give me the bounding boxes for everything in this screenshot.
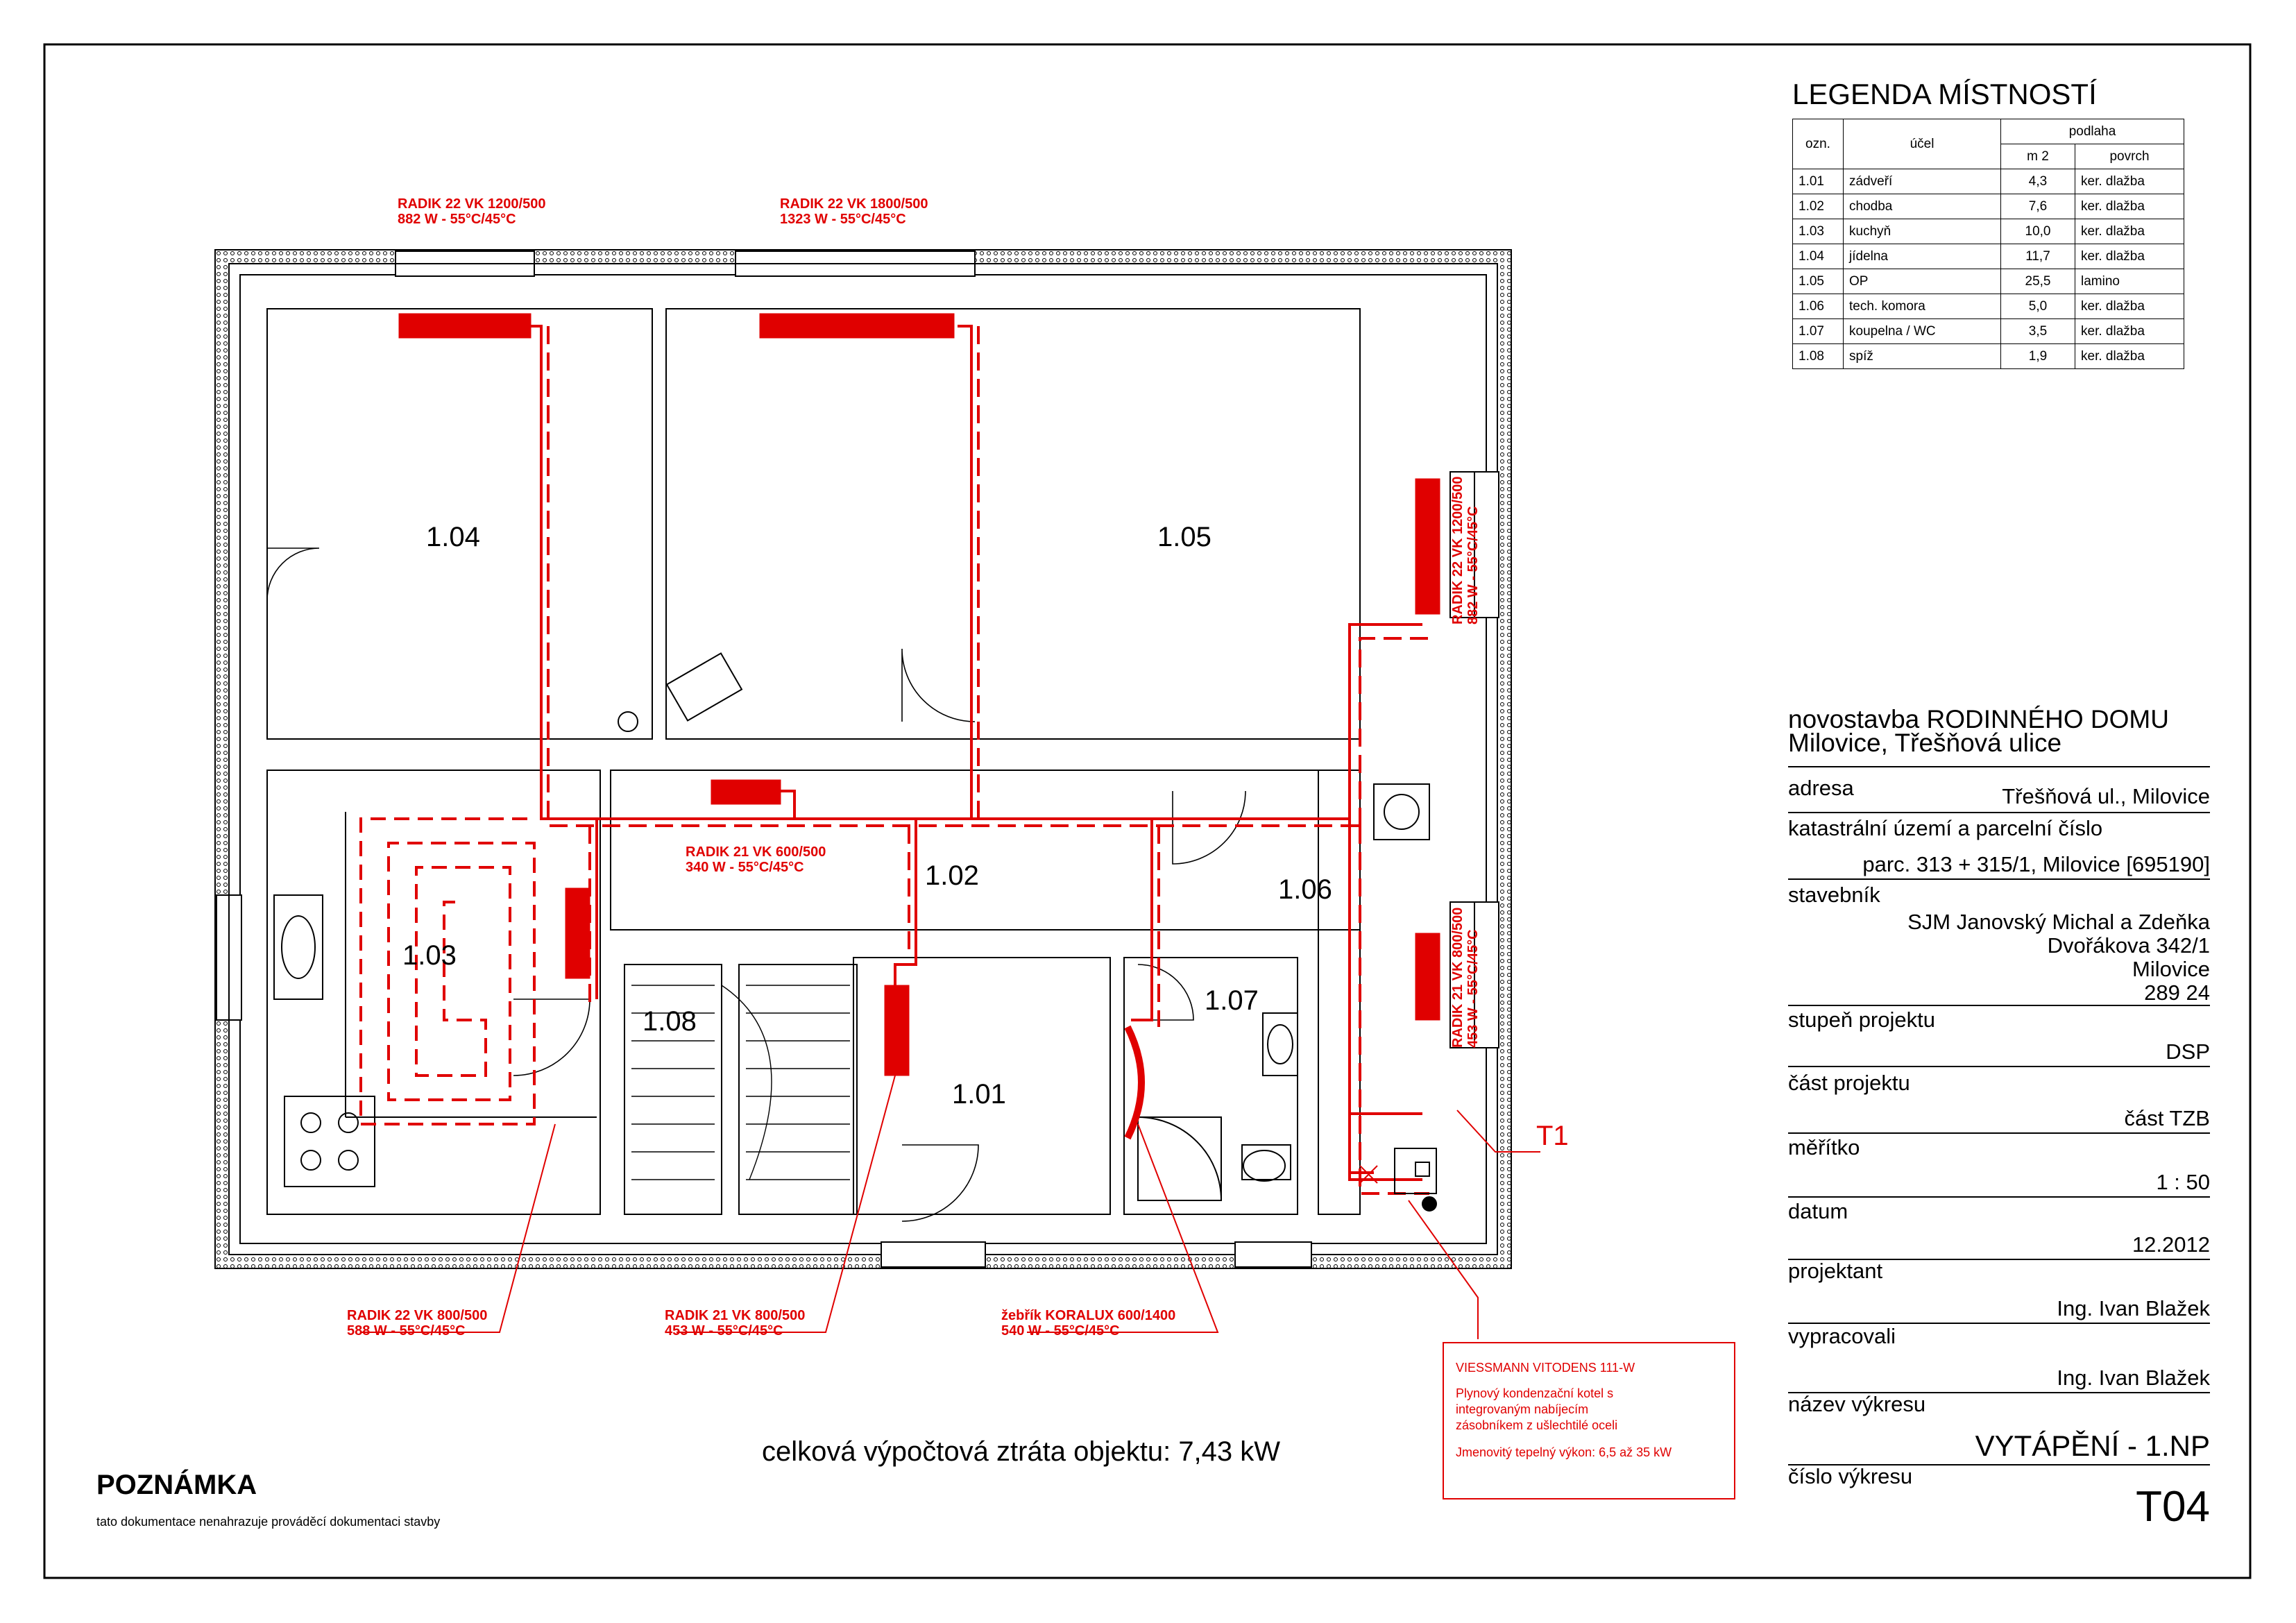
radiator-label-right-bottom	[1450, 908, 1481, 1048]
title-block-divider	[1788, 766, 2210, 767]
part-label: část projektu	[1788, 1071, 1910, 1095]
legend-cell-surface: ker. dlažba	[2075, 169, 2184, 194]
room-label-1-02: 1.02	[925, 860, 979, 891]
radiator-right-bottom	[1415, 933, 1440, 1020]
boiler-title: VIESSMANN VITODENS 111-W	[1456, 1361, 1635, 1375]
designer-label: projektant	[1788, 1259, 1883, 1283]
legend-cell-surface: ker. dlažba	[2075, 219, 2184, 244]
radiator-right-top	[1415, 479, 1440, 614]
radiator-power: 882 W - 55°C/45°C	[398, 212, 516, 227]
legend-cell-name: OP	[1844, 269, 2001, 294]
radiator-label-bathroom	[1001, 1308, 1175, 1339]
legend-rows	[1793, 169, 2184, 369]
legend-cell-name: zádveří	[1844, 169, 2001, 194]
legend-cell-code: 1.08	[1793, 344, 1844, 369]
radiator-label-top-mid	[780, 196, 928, 227]
legend-cell-code: 1.07	[1793, 319, 1844, 344]
legend-cell-code: 1.06	[1793, 294, 1844, 319]
legend-cell-area: 4,3	[2001, 169, 2075, 194]
legend-cell-area: 11,7	[2001, 244, 2075, 269]
legend-row	[1793, 294, 2184, 319]
radiator-label-hall	[686, 844, 826, 875]
legend-row	[1793, 269, 2184, 294]
radiator-type: RADIK 22 VK 800/500	[347, 1308, 488, 1323]
legend-cell-code: 1.05	[1793, 269, 1844, 294]
legend-cell-code: 1.04	[1793, 244, 1844, 269]
legend-cell-area: 25,5	[2001, 269, 2075, 294]
legend-cell-area: 10,0	[2001, 219, 2075, 244]
boiler-desc-1: Plynový kondenzační kotel s	[1456, 1386, 1614, 1400]
radiator-type: RADIK 22 VK 1800/500	[780, 196, 928, 212]
drawing-number-label: číslo výkresu	[1788, 1464, 1913, 1488]
legend-row	[1793, 219, 2184, 244]
builder-label: stavebník	[1788, 883, 1880, 907]
thermostat-label-t1: T1	[1536, 1121, 1569, 1151]
room-label-1-08: 1.08	[643, 1006, 697, 1037]
radiator-type: RADIK 21 VK 600/500	[686, 844, 826, 860]
legend-header-area: m 2	[2001, 144, 2075, 169]
legend-title: LEGENDA MÍSTNOSTÍ	[1792, 78, 2097, 110]
legend-cell-name: chodba	[1844, 194, 2001, 219]
project-title-line1: novostavba RODINNÉHO DOMU	[1788, 705, 2169, 733]
legend-cell-name: koupelna / WC	[1844, 319, 2001, 344]
drawing-name-value: VYTÁPĚNÍ - 1.NP	[1975, 1429, 2210, 1462]
title-block-divider	[1788, 878, 2210, 880]
note-text: tato dokumentace nenahrazuje prováděcí dokumentaci stavby	[96, 1515, 441, 1529]
drawing-name-label: název výkresu	[1788, 1392, 1926, 1416]
radiator-power: 1323 W - 55°C/45°C	[780, 212, 906, 227]
scale-value: 1 : 50	[2156, 1170, 2210, 1194]
note-title: POZNÁMKA	[96, 1470, 257, 1500]
legend-cell-name: tech. komora	[1844, 294, 2001, 319]
radiator-type: žebřík KORALUX 600/1400	[1001, 1308, 1176, 1323]
date-label: datum	[1788, 1199, 1848, 1223]
project-title	[1788, 705, 2169, 757]
legend-row	[1793, 344, 2184, 369]
builder-line3: Milovice	[2132, 957, 2210, 981]
room-legend-table	[1792, 119, 2184, 369]
legend-row	[1793, 169, 2184, 194]
legend-cell-surface: ker. dlažba	[2075, 244, 2184, 269]
legend-cell-code: 1.02	[1793, 194, 1844, 219]
legend-cell-code: 1.01	[1793, 169, 1844, 194]
part-value: část TZB	[2124, 1106, 2210, 1130]
title-block-divider	[1788, 812, 2210, 813]
radiator-power: 540 W - 55°C/45°C	[1001, 1323, 1120, 1339]
designer-value: Ing. Ivan Blažek	[2057, 1296, 2210, 1320]
project-title-line2: Milovice, Třešňová ulice	[1788, 729, 2062, 757]
radiator-label-right-top	[1450, 477, 1481, 624]
room-label-1-04: 1.04	[426, 522, 480, 552]
date-value: 12.2012	[2132, 1232, 2210, 1257]
prepared-label: vypracovali	[1788, 1324, 1896, 1348]
address-value: Třešňová ul., Milovice	[2002, 784, 2210, 808]
radiator-power: 588 W - 55°C/45°C	[347, 1323, 466, 1339]
legend-row	[1793, 244, 2184, 269]
room-label-1-03: 1.03	[402, 940, 457, 971]
stage-label: stupeň projektu	[1788, 1008, 1935, 1032]
radiator-entry	[885, 985, 909, 1076]
title-block-divider	[1788, 1066, 2210, 1067]
title-block-divider	[1788, 1132, 2210, 1134]
radiator-label-kitchen	[347, 1308, 487, 1339]
prepared-value: Ing. Ivan Blažek	[2057, 1366, 2210, 1390]
boiler-desc-2: integrovaným nabíjecím	[1456, 1402, 1589, 1416]
radiator-top-left	[399, 314, 531, 338]
legend-header-floor: podlaha	[2001, 119, 2184, 144]
cadastre-value: parc. 313 + 315/1, Milovice [695190]	[1862, 852, 2210, 876]
radiator-label-top-left	[398, 196, 545, 227]
radiator-type: RADIK 21 VK 800/500	[665, 1308, 806, 1323]
legend-cell-area: 1,9	[2001, 344, 2075, 369]
radiator-label-entry	[665, 1308, 805, 1339]
legend-row	[1793, 194, 2184, 219]
builder-line2: Dvořákova 342/1	[2047, 933, 2210, 958]
outer-wall	[215, 250, 1511, 1268]
legend-cell-surface: ker. dlažba	[2075, 344, 2184, 369]
builder-value	[1907, 910, 2210, 1005]
legend-cell-surface: ker. dlažba	[2075, 194, 2184, 219]
title-block-divider	[1788, 1005, 2210, 1006]
room-label-1-05: 1.05	[1157, 522, 1211, 552]
legend-cell-area: 7,6	[2001, 194, 2075, 219]
legend-header-code: ozn.	[1793, 119, 1844, 169]
stage-value: DSP	[2166, 1039, 2210, 1064]
scale-label: měřítko	[1788, 1135, 1860, 1159]
boiler-power: Jmenovitý tepelný výkon: 6,5 až 35 kW	[1456, 1445, 1672, 1459]
radiator-power: 340 W - 55°C/45°C	[686, 860, 804, 875]
legend-cell-surface: ker. dlažba	[2075, 294, 2184, 319]
cadastre-label: katastrální území a parcelní číslo	[1788, 816, 2103, 840]
legend-cell-name: jídelna	[1844, 244, 2001, 269]
legend-row	[1793, 319, 2184, 344]
legend-cell-area: 5,0	[2001, 294, 2075, 319]
radiator-type: RADIK 22 VK 1200/500	[398, 196, 546, 212]
legend-cell-code: 1.03	[1793, 219, 1844, 244]
builder-line1: SJM Janovský Michal a Zdeňka	[1907, 910, 2210, 934]
radiator-type: RADIK 21 VK 800/500	[1450, 907, 1465, 1048]
legend-cell-surface: lamino	[2075, 269, 2184, 294]
boiler-info	[1456, 1360, 1672, 1461]
radiator-hall	[711, 780, 781, 804]
radiator-kitchen	[566, 888, 590, 978]
total-heat-loss: celková výpočtová ztráta objektu: 7,43 kW	[762, 1436, 1281, 1467]
radiator-top-mid	[760, 314, 954, 338]
radiator-power: 453 W - 55°C/45°C	[665, 1323, 783, 1339]
builder-line4: 289 24	[2144, 980, 2210, 1005]
radiator-power: 882 W - 55°C/45°C	[1465, 506, 1481, 624]
legend-cell-area: 3,5	[2001, 319, 2075, 344]
legend-cell-name: spíž	[1844, 344, 2001, 369]
radiator-type: RADIK 22 VK 1200/500	[1450, 476, 1465, 624]
address-label: adresa	[1788, 776, 1854, 800]
radiator-power: 453 W - 55°C/45°C	[1465, 929, 1481, 1048]
legend-cell-name: kuchyň	[1844, 219, 2001, 244]
room-label-1-01: 1.01	[952, 1079, 1006, 1110]
boiler-desc-3: zásobníkem z ušlechtilé oceli	[1456, 1418, 1618, 1432]
legend-cell-surface: ker. dlažba	[2075, 319, 2184, 344]
room-label-1-06: 1.06	[1278, 874, 1332, 905]
legend-header-purpose: účel	[1844, 119, 2001, 169]
drawing-number-value: T04	[2136, 1483, 2210, 1531]
room-label-1-07: 1.07	[1205, 985, 1259, 1016]
title-block-divider	[1788, 1196, 2210, 1198]
legend-header-surface: povrch	[2075, 144, 2184, 169]
